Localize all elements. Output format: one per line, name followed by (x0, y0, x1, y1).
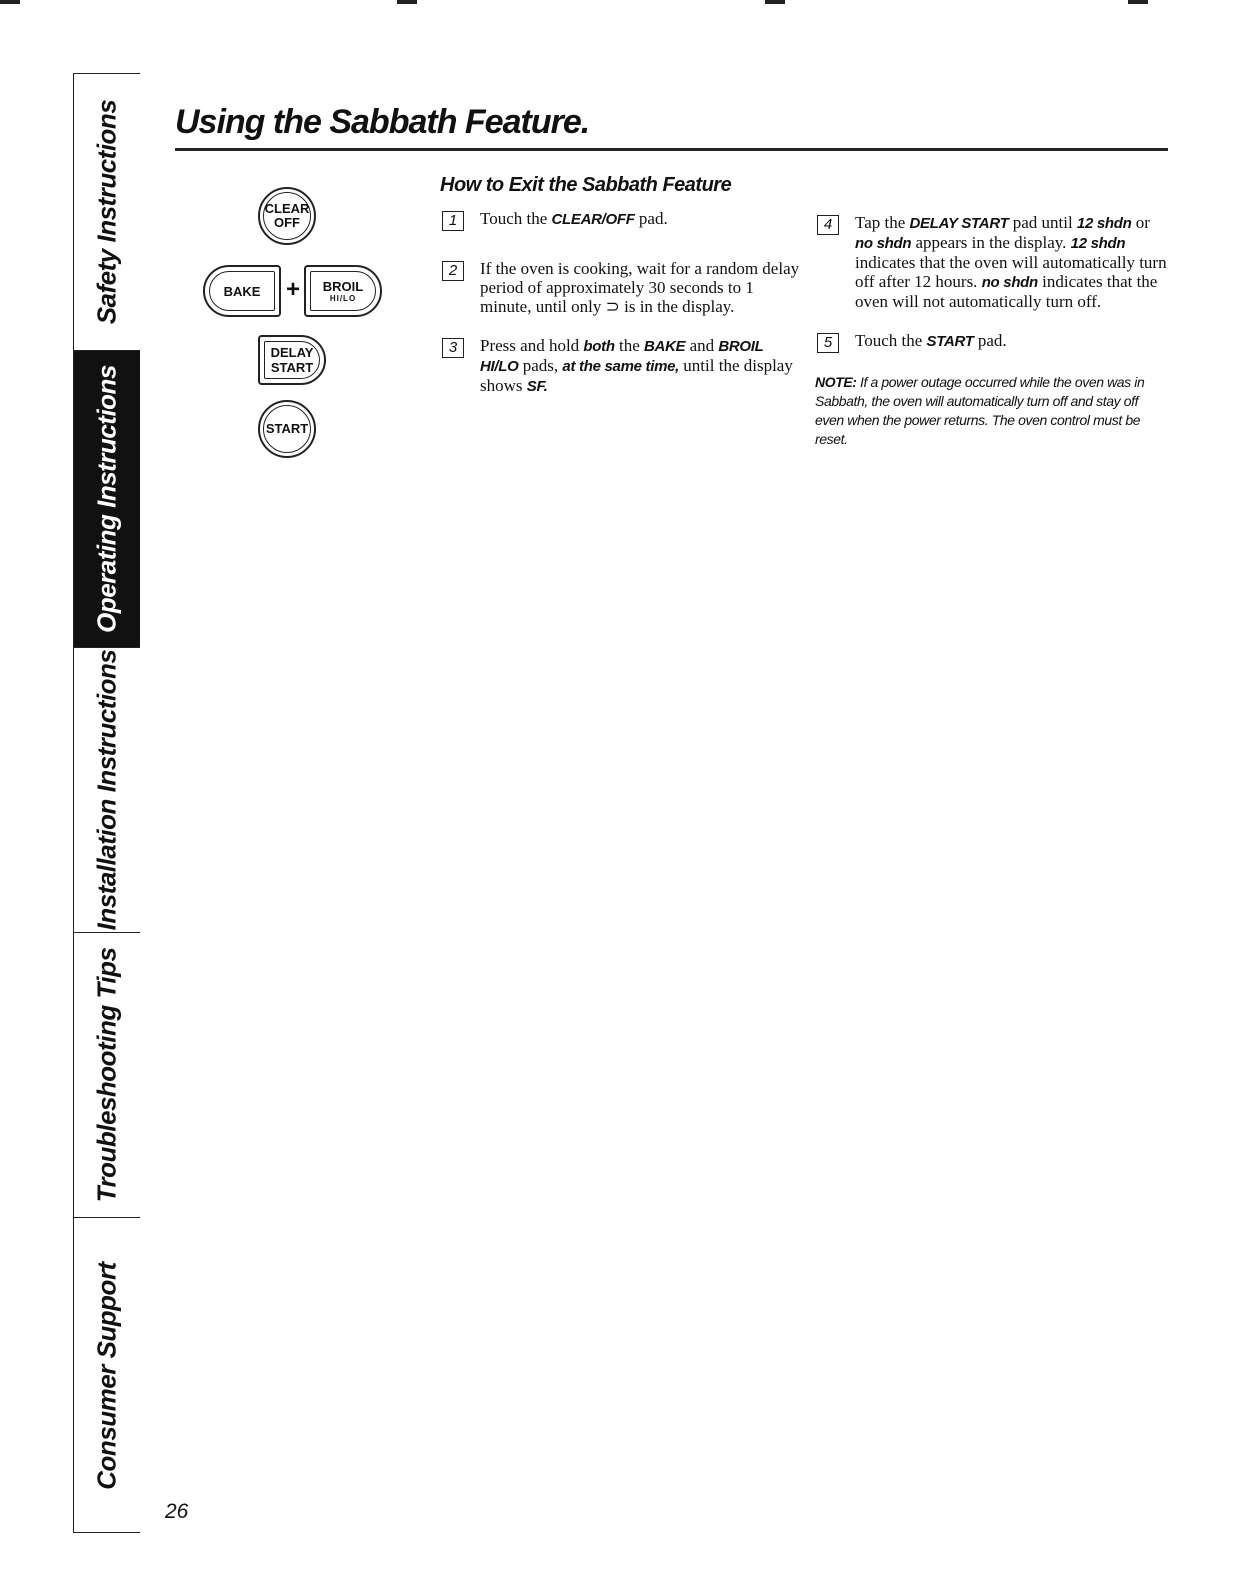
step-emphasis: at the same time, (562, 358, 680, 375)
step-emphasis: BROIL HI/LO (480, 338, 764, 375)
crop-mark (1128, 0, 1148, 4)
step-text: Touch the (855, 331, 927, 350)
step-number: 5 (817, 333, 839, 353)
plus-sign: + (286, 276, 301, 303)
tab-label: Troubleshooting Tips (91, 947, 122, 1203)
step-text: and (685, 336, 719, 355)
step-text: pads, (518, 356, 563, 375)
step-emphasis: both (583, 338, 615, 355)
note (815, 373, 1170, 449)
step-5 (815, 331, 1170, 351)
tab-operating-instructions[interactable] (74, 351, 140, 648)
step-text: pad until (1008, 213, 1077, 232)
step-text: indicates that the oven will automatically turn off after 12 hours. (855, 253, 1167, 291)
side-tabs (73, 73, 140, 1533)
step-emphasis: DELAY START (909, 215, 1009, 232)
tab-consumer-support[interactable] (74, 1218, 140, 1534)
crop-mark (0, 0, 20, 4)
tab-label: Installation Instructions (91, 649, 122, 931)
step-text: pad. (973, 331, 1007, 350)
step-text: appears in the display. (911, 233, 1071, 252)
tab-label: Consumer Support (91, 1262, 122, 1490)
page-number: 26 (165, 1500, 189, 1523)
tab-installation-instructions[interactable] (74, 648, 140, 933)
instructions-column-right (815, 213, 1170, 449)
bake-pad-icon (203, 265, 281, 317)
hi-lo-label: HI/LO (329, 294, 357, 303)
step-text: pad. (634, 209, 668, 228)
step-emphasis: no shdn (855, 235, 912, 252)
step-4 (815, 213, 1170, 311)
step-text: Touch the (480, 209, 552, 228)
tab-label: Safety Instructions (91, 99, 122, 325)
broil-label: BROIL (322, 279, 364, 294)
delay-start-pad-icon (258, 335, 326, 385)
step-emphasis: SF. (526, 378, 548, 395)
step-number: 1 (442, 211, 464, 231)
tab-safety-instructions[interactable] (74, 74, 140, 351)
broil-pad-icon (304, 265, 382, 317)
tab-troubleshooting-tips[interactable] (74, 933, 140, 1218)
step-number: 4 (817, 215, 839, 235)
step-1 (440, 209, 800, 229)
step-number: 2 (442, 261, 464, 281)
step-emphasis: BAKE (644, 338, 686, 355)
step-text: Tap the (855, 213, 910, 232)
note-label: NOTE: (815, 374, 857, 390)
step-text: or (1131, 213, 1150, 232)
step-emphasis: CLEAR/OFF (551, 211, 635, 228)
step-text: until the display shows (480, 356, 793, 395)
step-emphasis: START (926, 333, 974, 350)
step-text: the (614, 336, 644, 355)
step-3 (440, 336, 800, 396)
clear-off-pad-icon (258, 187, 316, 245)
start-label: START (270, 360, 314, 375)
step-2 (440, 259, 800, 316)
step-number: 3 (442, 338, 464, 358)
title-divider (175, 148, 1168, 151)
step-emphasis: no shdn (981, 274, 1038, 291)
bake-label: BAKE (223, 283, 261, 299)
crop-mark (765, 0, 785, 4)
step-emphasis: 12 shdn (1076, 215, 1132, 232)
tab-label: Operating Instructions (91, 365, 122, 633)
off-label: OFF (274, 215, 300, 230)
section-heading: How to Exit the Sabbath Feature (440, 174, 732, 196)
delay-label: DELAY (270, 345, 314, 360)
step-emphasis: 12 shdn (1070, 235, 1126, 252)
start-pad-icon (258, 400, 316, 458)
start-pad-label: START (265, 421, 309, 436)
step-text: If the oven is cooking, wait for a random delay period of approximately 30 seconds to 1 minute, until only ⊃ is in the display. (480, 259, 800, 316)
clear-label: CLEAR (264, 201, 310, 216)
step-text: indicates that the oven will not automatically turn off. (855, 272, 1158, 311)
step-text: Press and hold (480, 336, 584, 355)
note-text: If a power outage occurred while the oven was in Sabbath, the oven will automatically turn off and stay off even when the power returns. The oven control must be reset. (815, 374, 1145, 447)
instructions-column-left (440, 176, 800, 416)
crop-mark (397, 0, 417, 4)
page-title: Using the Sabbath Feature. (175, 103, 590, 141)
